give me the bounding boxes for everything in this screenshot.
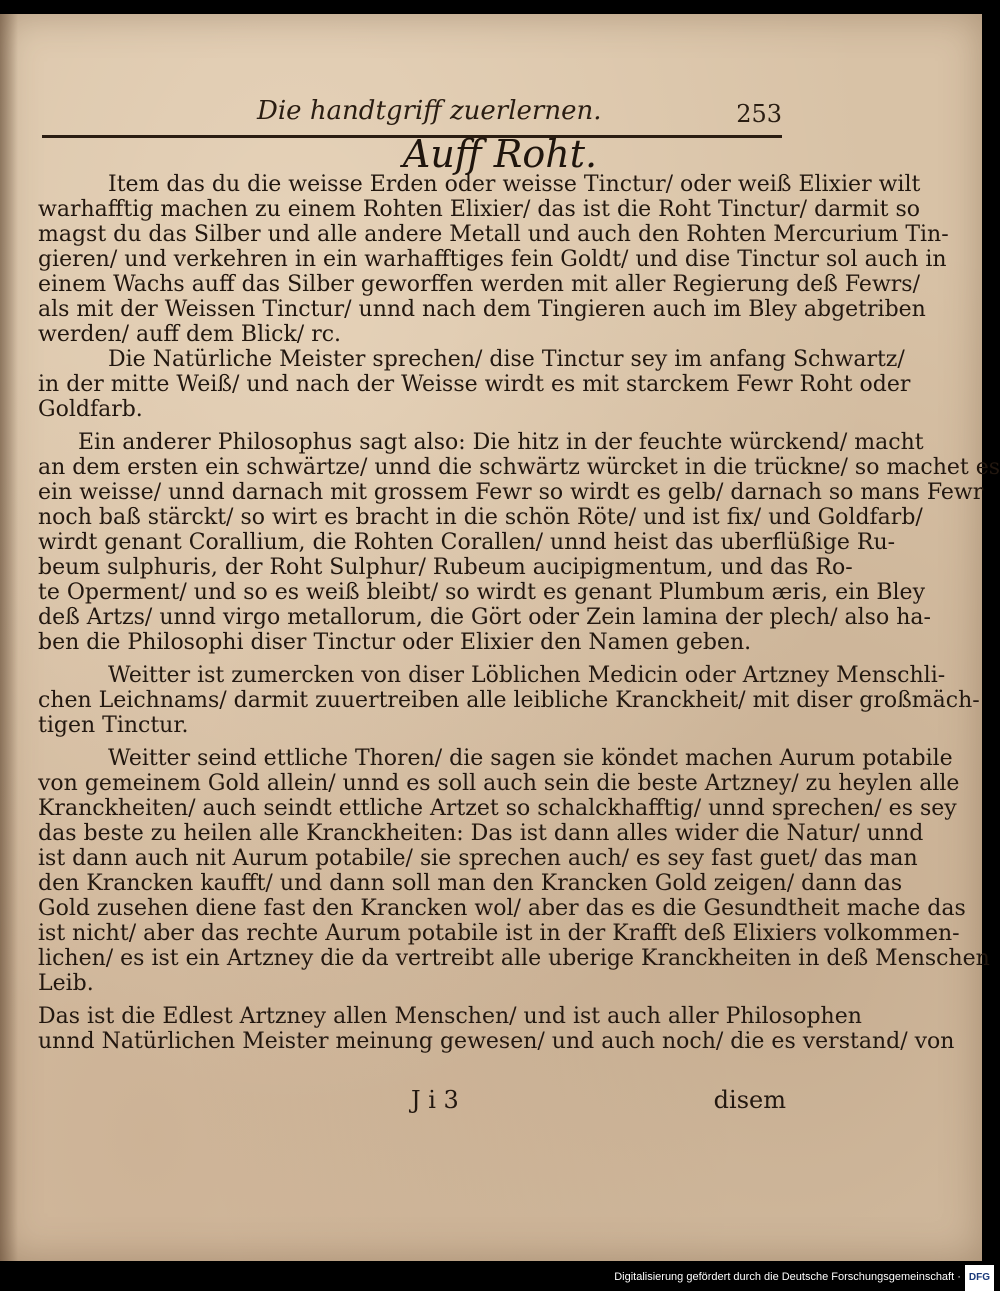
text-line: an dem ersten ein schwärtze/ unnd die schwärtz würcket in die trückne/ so machet es (38, 455, 1000, 480)
text-line: tigen Tinctur. (38, 713, 189, 738)
credit-text: Digitalisierung gefördert durch die Deutsche Forschungsgemeinschaft · (614, 1271, 961, 1283)
text-line: Das ist die Edlest Artzney allen Menschen/ und ist auch aller Philosophen (38, 1004, 862, 1029)
text-line: unnd Natürlichen Meister meinung gewesen/ und auch noch/ die es verstand/ von (38, 1029, 955, 1054)
text-line: als mit der Weissen Tinctur/ unnd nach dem Tingieren auch im Bley abgetriben (38, 297, 926, 322)
text-line: den Krancken kaufft/ und dann soll man den Krancken Gold zeigen/ dann das (38, 871, 903, 896)
digitization-credit (614, 1265, 1000, 1287)
text-line: lichen/ es ist ein Artzney die da vertreibt alle uberige Kranckheiten in deß Menschen (38, 946, 990, 971)
text-line: Goldfarb. (38, 397, 143, 422)
text-line: ein weisse/ unnd darnach mit grossem Fewr so wirdt es gelb/ darnach so mans Fewr (38, 480, 984, 505)
running-title: Die handtgriff zuerlernen. (257, 96, 602, 126)
text-line: noch baß stärckt/ so wirt es bracht in die schön Röte/ und ist fix/ und Goldfarb/ (38, 505, 923, 530)
text-line: wirdt genant Corallium, die Rohten Corallen/ unnd heist das uberflüßige Ru- (38, 530, 896, 555)
text-line: Die Natürliche Meister sprechen/ dise Tinctur sey im anfang Schwartz/ (108, 347, 905, 372)
text-line: von gemeinem Gold allein/ unnd es soll auch sein die beste Artzney/ zu heylen alle (38, 771, 960, 796)
page-number: 253 (736, 100, 782, 128)
text-line: Item das du die weisse Erden oder weisse Tinctur/ oder weiß Elixier wilt (108, 172, 921, 197)
dfg-logo: DFG (965, 1265, 994, 1291)
text-line: chen Leichnams/ darmit zuuertreiben alle leibliche Kranckheit/ mit diser großmäch- (38, 688, 980, 713)
text-line: Weitter ist zumercken von diser Löblichen Medicin oder Artzney Menschli- (108, 663, 946, 688)
text-line: ben die Philosophi diser Tinctur oder Elixier den Namen geben. (38, 630, 752, 655)
text-line: warhafftig machen zu einem Rohten Elixier/ das ist die Roht Tinctur/ darmit so (38, 197, 921, 222)
page-spine-shadow (0, 14, 18, 1261)
text-line: Ein anderer Philosophus sagt also: Die hitz in der feuchte würckend/ macht (78, 430, 924, 455)
text-line: einem Wachs auff das Silber geworffen werden mit aller Regierung deß Fewrs/ (38, 272, 920, 297)
page-footer (38, 1086, 786, 1116)
text-line: werden/ auff dem Blick/ rc. (38, 322, 342, 347)
text-line: Kranckheiten/ auch seindt ettliche Artzet so schalckhafftig/ unnd sprechen/ es sey (38, 796, 957, 821)
text-line: in der mitte Weiß/ und nach der Weisse wirdt es mit starckem Fewr Roht oder (38, 372, 911, 397)
text-line: beum sulphuris, der Roht Sulphur/ Rubeum aucipigmentum, und das Ro- (38, 555, 853, 580)
text-line: Gold zusehen diene fast den Krancken wol/ aber das es die Gesundtheit mache das (38, 896, 966, 921)
text-line: ist nicht/ aber das rechte Aurum potabile ist in der Krafft deß Elixiers volkommen- (38, 921, 960, 946)
paragraph-gap (38, 738, 786, 746)
catchword: disem (713, 1086, 786, 1114)
text-line: magst du das Silber und alle andere Metall und auch den Rohten Mercurium Tin- (38, 222, 949, 247)
text-line: deß Artzs/ unnd virgo metallorum, die Gört oder Zein lamina der plech/ also ha- (38, 605, 931, 630)
text-line: ist dann auch nit Aurum potabile/ sie sprechen auch/ es sey fast guet/ das man (38, 846, 918, 871)
text-line: Weitter seind ettliche Thoren/ die sagen sie köndet machen Aurum potabile (108, 746, 953, 771)
body-text (38, 172, 1000, 1054)
paragraph-gap (38, 996, 786, 1004)
section-heading: Auff Roht. (402, 132, 598, 176)
text-line: gieren/ und verkehren in ein warhafftiges fein Goldt/ und dise Tinctur sol auch in (38, 247, 947, 272)
signature-mark: J i 3 (411, 1086, 459, 1114)
paragraph-gap (38, 655, 786, 663)
text-line: te Operment/ und so es weiß bleibt/ so wirdt es genant Plumbum æris, ein Bley (38, 580, 926, 605)
text-line: das beste zu heilen alle Kranckheiten: Das ist dann alles wider die Natur/ unnd (38, 821, 924, 846)
paragraph-gap (38, 422, 786, 430)
text-line: Leib. (38, 971, 94, 996)
